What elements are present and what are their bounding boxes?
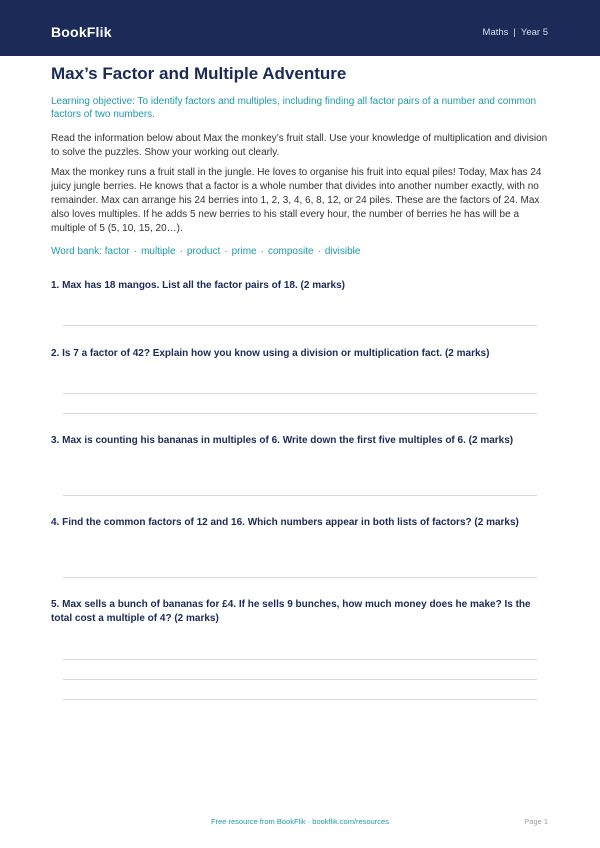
meta-separator: | (513, 27, 516, 38)
word-bank-word: divisible (324, 246, 361, 257)
word-bank (51, 246, 360, 257)
subject-label: Maths (482, 27, 509, 38)
word-bank-word: multiple (141, 246, 176, 257)
answer-line[interactable] (63, 495, 537, 496)
answer-line[interactable] (63, 325, 537, 326)
page-number: Page 1 (524, 817, 548, 826)
answer-line[interactable] (63, 699, 537, 700)
word-bank-word: prime (231, 246, 257, 257)
question-5: 5. Max sells a bunch of bananas for £4. If he sells 9 bunches, how much money does he make? Is the total cost a multiple of 4? (2 marks) (51, 599, 531, 624)
word-separator: · (224, 246, 228, 257)
word-bank-word: factor (104, 246, 130, 257)
answer-line[interactable] (63, 659, 537, 660)
story-paragraph: Max the monkey runs a fruit stall in the jungle. He loves to organise his fruit into equal piles! Today, Max has 24 juicy jungle berries. He knows that a factor is a whole number that divides into another number exactly, with no remainder. Max can arrange his 24 berries into 1, 2, 3, 4, 6, 8, 12, or 24 piles. These are the factors of 24. Max also loves multiples. If he adds 5 new berries to his stall every hour, the number of berries he has will be a multiple of 5 (5, 10, 15, 20…). (51, 167, 542, 234)
question-1: 1. Max has 18 mangos. List all the factor pairs of 18. (2 marks) (51, 280, 345, 291)
learning-objective: Learning objective: To identify factors and multiples, including finding all factor pairs of a number and common factors of two numbers. (51, 96, 537, 120)
answer-line[interactable] (63, 679, 537, 680)
brand-logo[interactable]: BookFlik (51, 24, 112, 40)
question-3: 3. Max is counting his bananas in multiples of 6. Write down the first five multiples of 6. (2 marks) (51, 435, 514, 446)
footer-credit[interactable]: Free resource from BookFlik · bookflik.com/resources (211, 817, 389, 826)
answer-line[interactable] (63, 393, 537, 394)
question-4: 4. Find the common factors of 12 and 16. Which numbers appear in both lists of factors? (2 marks) (51, 517, 519, 528)
word-separator: · (317, 246, 321, 257)
question-2: 2. Is 7 a factor of 42? Explain how you know using a division or multiplication fact. (2 marks) (51, 348, 490, 359)
answer-line[interactable] (63, 413, 537, 414)
instructions-paragraph: Read the information below about Max the monkey’s fruit stall. Use your knowledge of multiplication and division to solve the puzzles. Show your working out clearly. (51, 133, 548, 158)
word-separator: · (133, 246, 138, 257)
word-bank-label: Word bank: (51, 246, 102, 257)
word-separator: · (260, 246, 264, 257)
word-bank-word: composite (267, 246, 314, 257)
word-separator: · (179, 246, 183, 257)
header-meta (483, 27, 548, 38)
worksheet-title: Max’s Factor and Multiple Adventure (51, 64, 347, 83)
word-bank-word: product (186, 246, 221, 257)
year-label: Year 5 (520, 27, 548, 38)
page-header (0, 0, 600, 56)
answer-line[interactable] (63, 577, 537, 578)
